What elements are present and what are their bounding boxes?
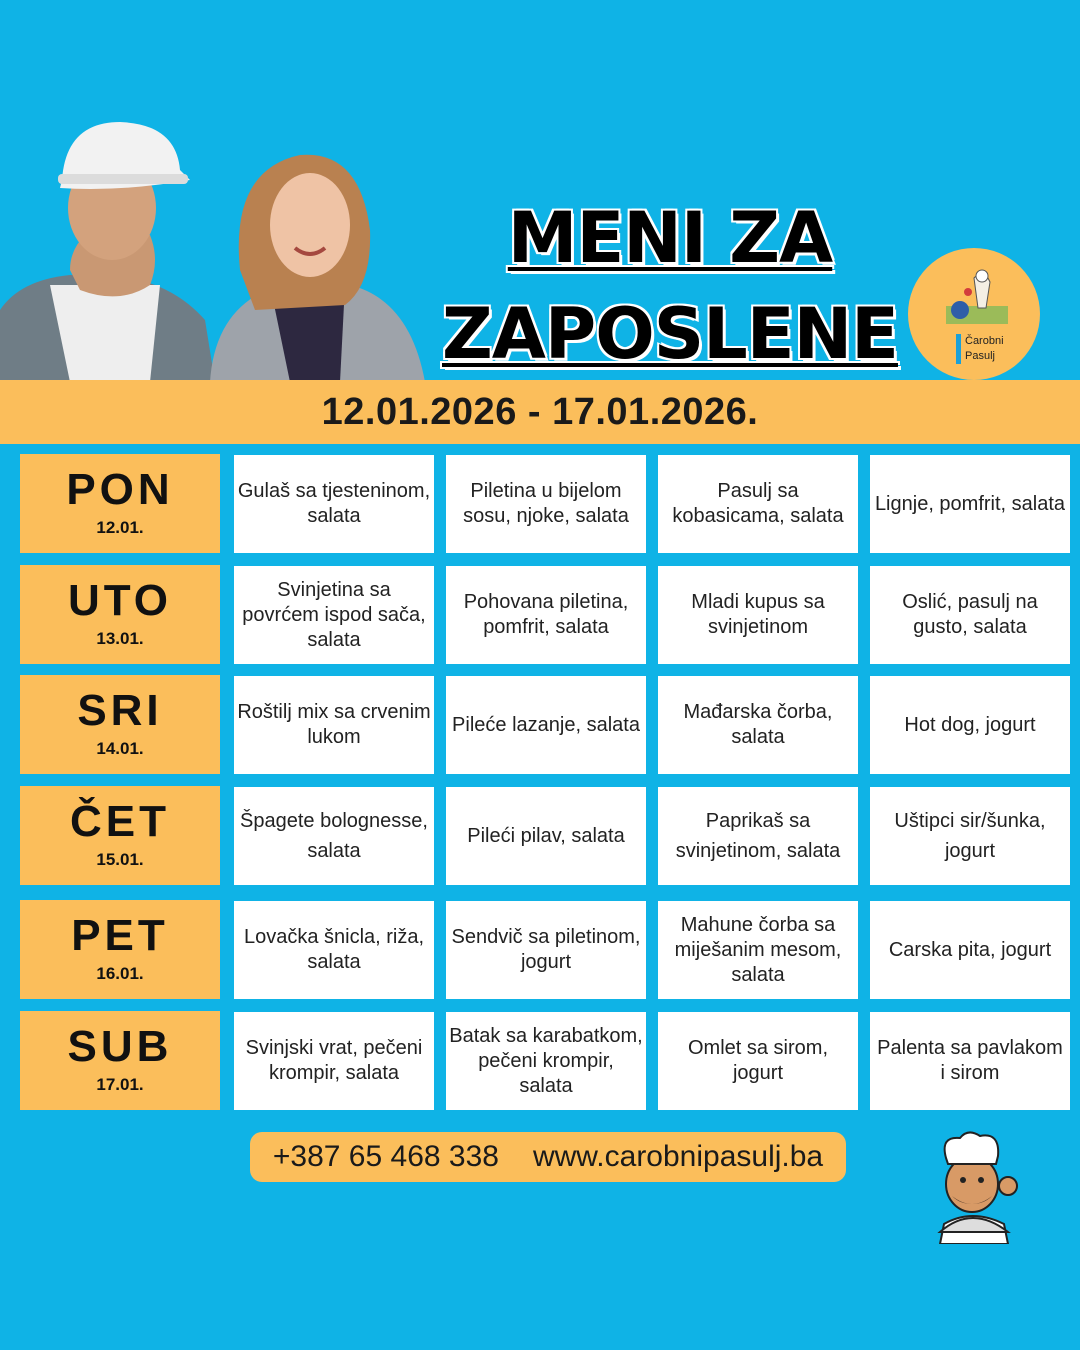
day-name: PON bbox=[66, 465, 174, 514]
meal-cell: Svinjski vrat, pečeni krompir, salata bbox=[234, 1012, 434, 1110]
brand-logo bbox=[908, 248, 1040, 380]
day-date: 13.01. bbox=[96, 629, 144, 648]
day-name: SUB bbox=[67, 1022, 173, 1071]
day-date: 16.01. bbox=[96, 964, 144, 983]
meal-cell: Sendvič sa piletinom, jogurt bbox=[446, 901, 646, 999]
phone-number[interactable]: +387 65 468 338 bbox=[272, 1140, 499, 1173]
meal-cell: Paprikaš sa svinjetinom, salata bbox=[658, 787, 858, 885]
meal-cell: Mahune čorba sa miješanim mesom, salata bbox=[658, 901, 858, 999]
meal-cell: Roštilj mix sa crvenim lukom bbox=[234, 676, 434, 774]
date-range: 12.01.2026 - 17.01.2026. bbox=[321, 391, 759, 433]
title-line-1: MENI ZA bbox=[507, 197, 833, 279]
meal-cell: Piletina u bijelom sosu, njoke, salata bbox=[446, 455, 646, 553]
meal-cell: Batak sa karabatkom, pečeni krompir, salata bbox=[446, 1012, 646, 1110]
day-label bbox=[20, 1011, 220, 1110]
meal-cell: Palenta sa pavlakom i sirom bbox=[870, 1012, 1070, 1110]
meal-cell: Mađarska čorba, salata bbox=[658, 676, 858, 774]
title-line-2: ZAPOSLENE bbox=[442, 293, 898, 375]
meal-cell: Lignje, pomfrit, salata bbox=[870, 455, 1070, 553]
meal-cell: Špagete bolognesse, salata bbox=[234, 787, 434, 885]
day-name: PET bbox=[71, 911, 169, 960]
meal-cell: Pohovana piletina, pomfrit, salata bbox=[446, 566, 646, 664]
day-date: 14.01. bbox=[96, 739, 144, 758]
day-name: ČET bbox=[70, 797, 170, 846]
logo-line-1: Čarobni bbox=[965, 335, 1004, 347]
day-date: 15.01. bbox=[96, 850, 144, 869]
day-name: SRI bbox=[77, 686, 163, 735]
meal-cell: Pileće lazanje, salata bbox=[446, 676, 646, 774]
meal-cell: Lovačka šnicla, riža, salata bbox=[234, 901, 434, 999]
meal-cell: Pasulj sa kobasicama, salata bbox=[658, 455, 858, 553]
logo-line-2: Pasulj bbox=[965, 350, 995, 362]
meal-cell: Uštipci sir/šunka, jogurt bbox=[870, 787, 1070, 885]
chef-mascot-icon bbox=[922, 1128, 1026, 1244]
table-row bbox=[20, 565, 1060, 665]
table-row bbox=[20, 786, 1060, 886]
meal-cell: Carska pita, jogurt bbox=[870, 901, 1070, 999]
page-title bbox=[440, 190, 900, 382]
meal-cell: Oslić, pasulj na gusto, salata bbox=[870, 566, 1070, 664]
day-label bbox=[20, 786, 220, 885]
day-label bbox=[20, 565, 220, 664]
meal-cell: Pileći pilav, salata bbox=[446, 787, 646, 885]
table-row bbox=[20, 675, 1060, 775]
table-row bbox=[20, 900, 1060, 1000]
day-date: 17.01. bbox=[96, 1075, 144, 1094]
date-banner bbox=[0, 380, 1080, 444]
meal-cell: Svinjetina sa povrćem ispod sača, salata bbox=[234, 566, 434, 664]
hero-photo bbox=[0, 110, 440, 382]
logo-text bbox=[956, 334, 1004, 364]
day-label bbox=[20, 900, 220, 999]
meal-cell: Gulaš sa tjesteninom, salata bbox=[234, 455, 434, 553]
table-row bbox=[20, 1011, 1063, 1111]
day-date: 12.01. bbox=[96, 518, 144, 537]
contact-bar bbox=[250, 1132, 846, 1182]
meal-cell: Omlet sa sirom, jogurt bbox=[658, 1012, 858, 1110]
meal-cell: Hot dog, jogurt bbox=[870, 676, 1070, 774]
day-label bbox=[20, 454, 220, 553]
website-link[interactable]: www.carobnipasulj.ba bbox=[532, 1140, 824, 1173]
meal-cell: Mladi kupus sa svinjetinom bbox=[658, 566, 858, 664]
day-name: UTO bbox=[67, 576, 173, 625]
table-row bbox=[20, 454, 1066, 554]
day-label bbox=[20, 675, 220, 774]
